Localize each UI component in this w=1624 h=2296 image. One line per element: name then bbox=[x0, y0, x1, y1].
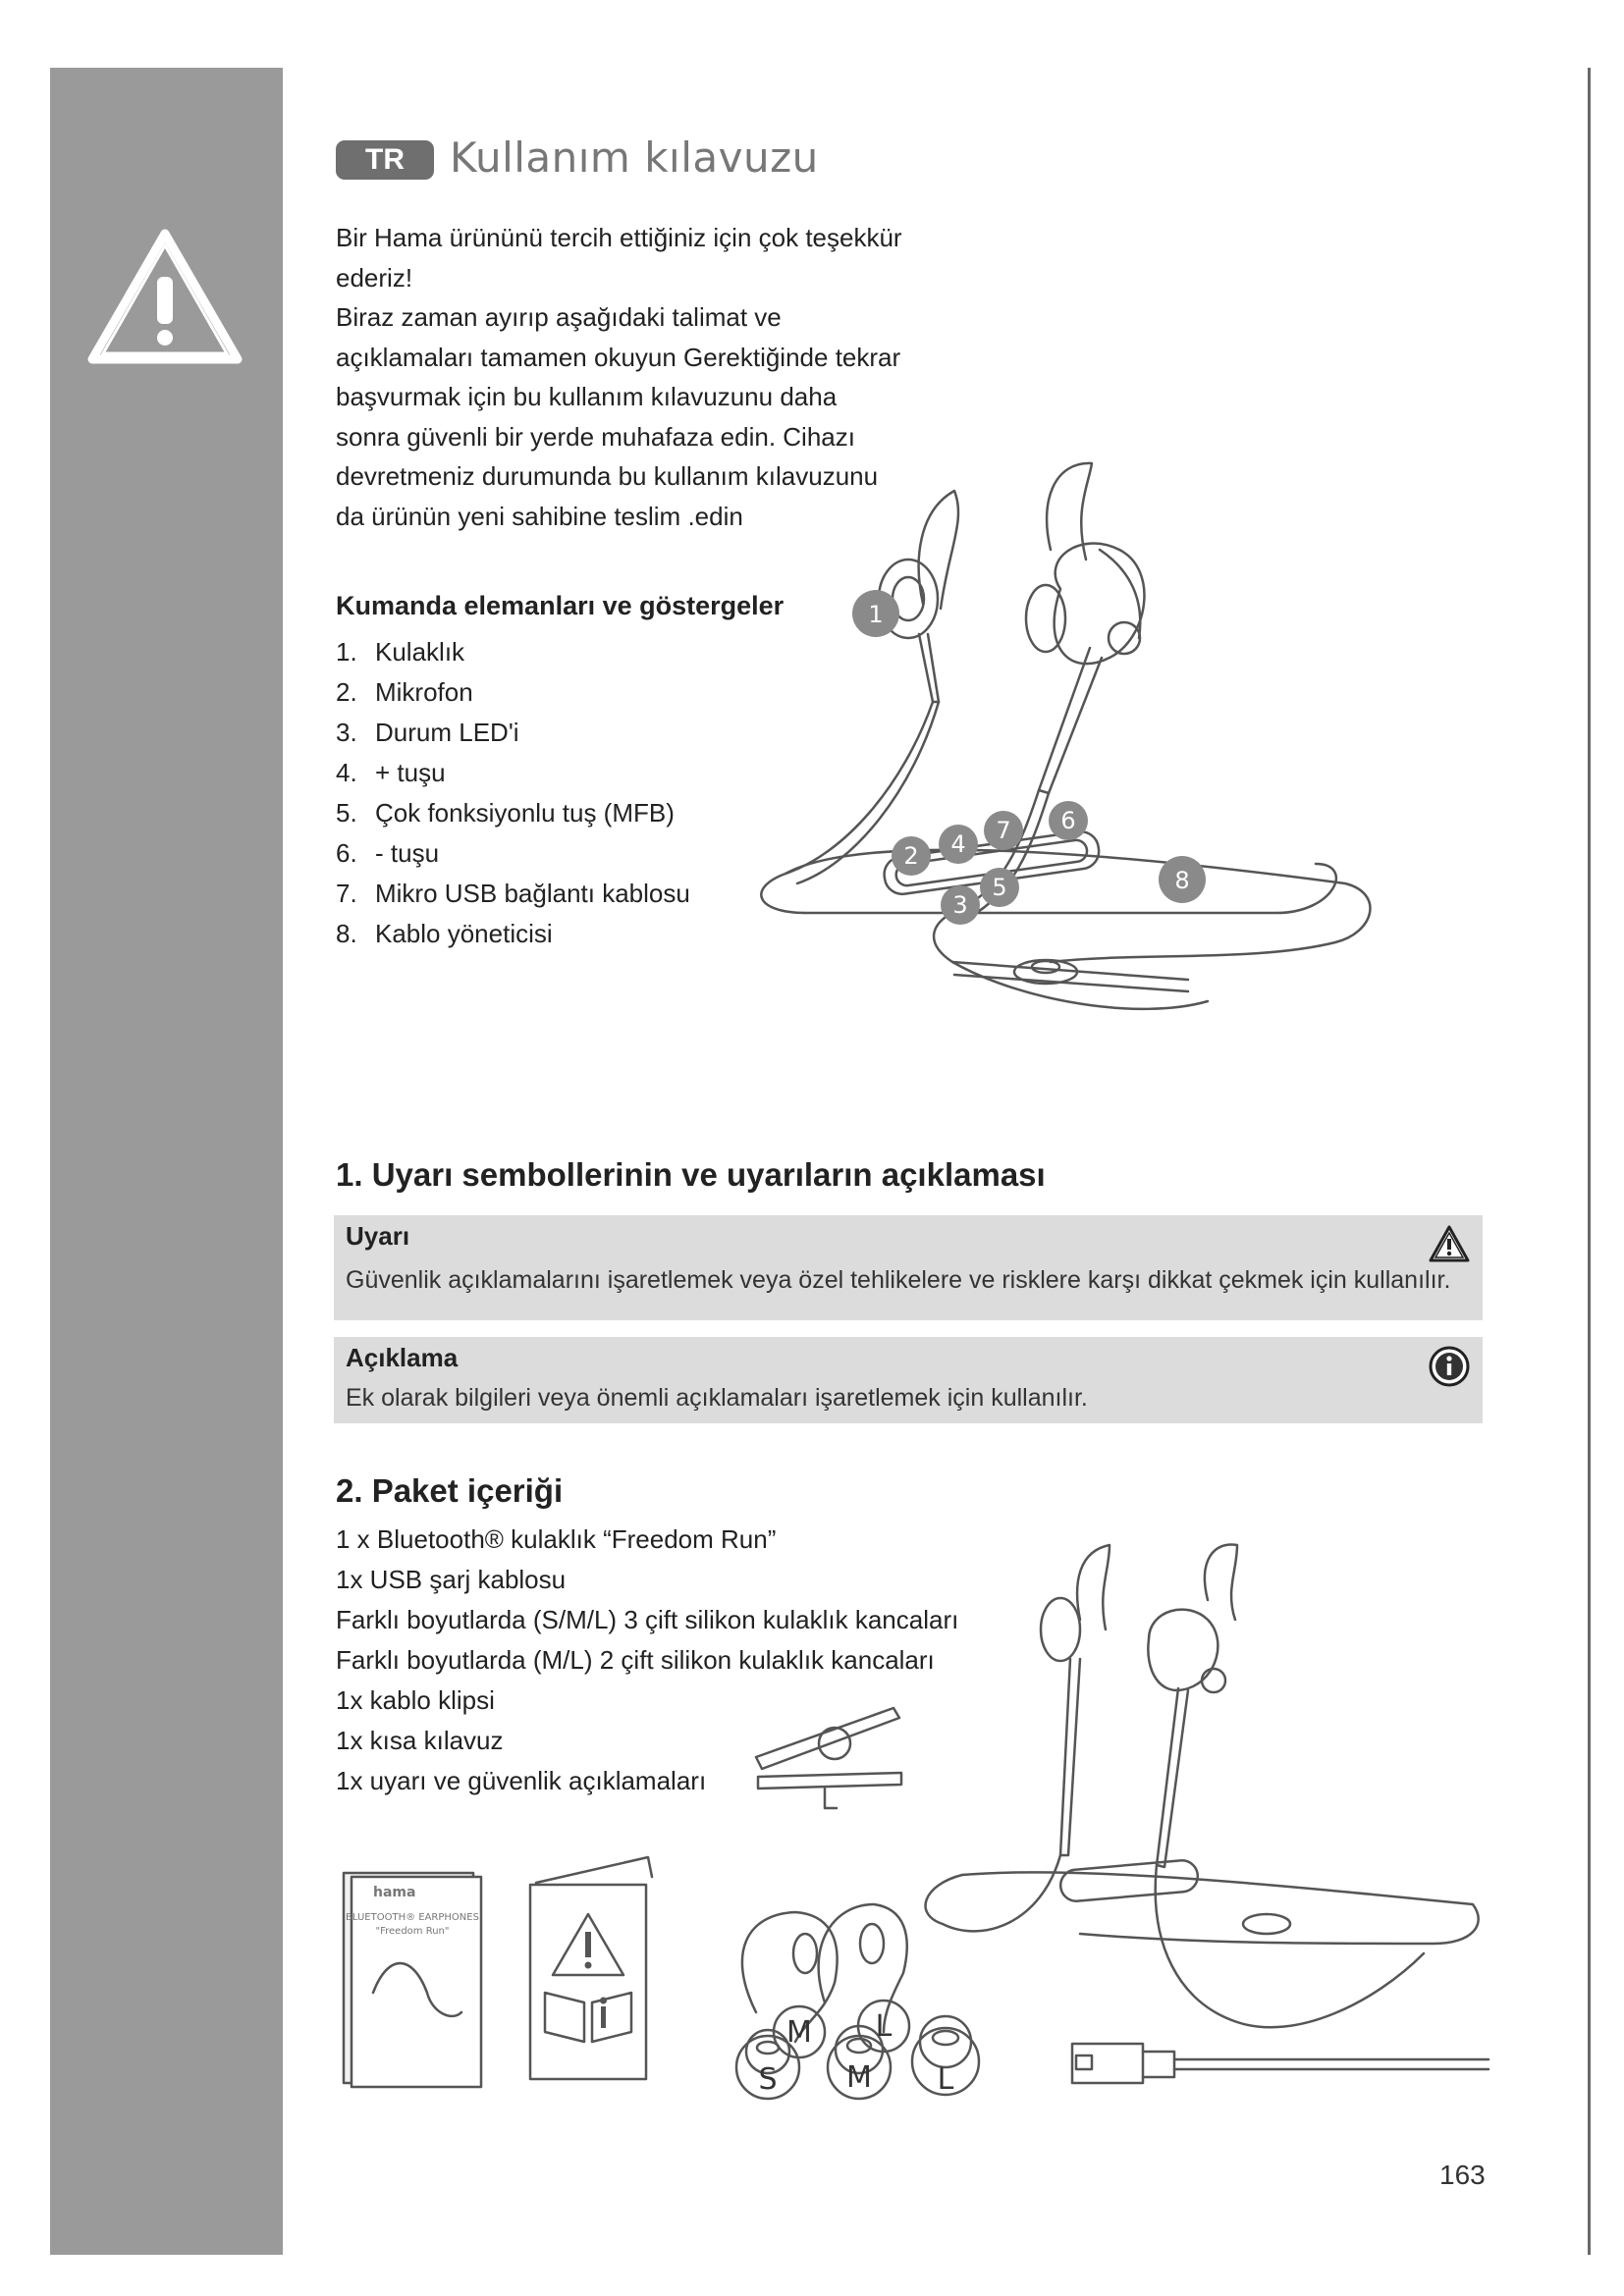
callout-8 bbox=[1159, 856, 1206, 903]
section-1-heading: 1. Uyarı sembollerinin ve uyarıların açıklaması bbox=[336, 1156, 1046, 1193]
list-item: 2. Mikrofon bbox=[336, 677, 473, 707]
page-title: Kullanım kılavuzu bbox=[450, 133, 819, 182]
list-item: 4. + tuşu bbox=[336, 758, 446, 787]
tip-size-s: S bbox=[758, 2062, 778, 2097]
callouts-layer bbox=[727, 452, 1492, 1041]
section-2-heading: 2. Paket içeriği bbox=[336, 1472, 564, 1509]
list-item: 1x kısa kılavuz bbox=[336, 1726, 504, 1755]
sidebar-band bbox=[50, 68, 283, 2255]
svg-text:5: 5 bbox=[992, 874, 1007, 901]
callout-3 bbox=[941, 885, 980, 925]
intro-line: açıklamaları tamamen okuyun Gerektiğinde tekrar bbox=[336, 342, 901, 372]
svg-text:8: 8 bbox=[1174, 867, 1190, 894]
callout-5 bbox=[980, 868, 1019, 907]
svg-text:6: 6 bbox=[1060, 807, 1076, 834]
list-item: 1x kablo klipsi bbox=[336, 1685, 495, 1715]
note-text: Ek olarak bilgileri veya önemli açıklamaları işaretlemek için kullanılır. bbox=[346, 1384, 1088, 1412]
intro-line: başvurmak için bu kullanım kılavuzunu daha bbox=[336, 382, 838, 411]
intro-line: da ürünün yeni sahibine teslim .edin bbox=[336, 501, 743, 531]
list-item: 8. Kablo yöneticisi bbox=[336, 919, 553, 948]
info-icon bbox=[1428, 1345, 1471, 1388]
booklet-subtitle: "Freedom Run" bbox=[375, 1926, 450, 1937]
page-number: 163 bbox=[1439, 2160, 1486, 2190]
intro-line: devretmeniz durumunda bu kullanım kılavuzunu bbox=[336, 461, 879, 491]
intro-line: Bir Hama ürününü tercih ettiğiniz için çok teşekkür bbox=[336, 223, 902, 252]
controls-list bbox=[336, 632, 690, 954]
list-item: 1x uyarı ve güvenlik açıklamaları bbox=[336, 1766, 707, 1795]
svg-text:7: 7 bbox=[996, 817, 1011, 844]
intro-line: sonra güvenli bir yerde muhafaza edin. Cihazı bbox=[336, 421, 855, 452]
tip-size-m: M bbox=[846, 2060, 872, 2095]
booklet-brand: hama bbox=[373, 1885, 416, 1900]
hook-size-m: M bbox=[786, 2015, 812, 2050]
callout-7 bbox=[984, 811, 1023, 850]
list-item: Farklı boyutlarda (S/M/L) 3 çift silikon kulaklık kancaları bbox=[336, 1605, 959, 1634]
list-item: Farklı boyutlarda (M/L) 2 çift silikon kulaklık kancaları bbox=[336, 1645, 935, 1675]
tip-size-l: L bbox=[937, 2062, 954, 2097]
warning-title: Uyarı bbox=[346, 1221, 410, 1251]
intro-line: Biraz zaman ayırıp aşağıdaki talimat ve bbox=[336, 302, 782, 332]
list-item: 6. - tuşu bbox=[336, 838, 440, 868]
list-item: 3. Durum LED'i bbox=[336, 718, 519, 747]
warning-icon bbox=[1428, 1223, 1471, 1266]
intro-line: ederiz! bbox=[336, 262, 413, 293]
warning-text: Güvenlik açıklamalarını işaretlemek veya özel tehlikelere ve risklere karşı dikkat çekmek için kullanılır. bbox=[346, 1266, 1451, 1294]
booklet-title: BLUETOOTH® EARPHONES bbox=[346, 1912, 479, 1923]
list-item: 1. Kulaklık bbox=[336, 637, 465, 667]
svg-text:1: 1 bbox=[868, 601, 884, 628]
right-margin-rule bbox=[1588, 68, 1591, 2255]
note-box bbox=[334, 1337, 1483, 1423]
svg-text:3: 3 bbox=[952, 891, 968, 919]
hook-size-l: L bbox=[875, 2009, 893, 2044]
list-item: 1 x Bluetooth® kulaklık “Freedom Run” bbox=[336, 1524, 777, 1554]
package-contents-illustration bbox=[334, 1531, 1492, 2120]
svg-text:4: 4 bbox=[950, 830, 966, 858]
callout-4 bbox=[939, 825, 978, 864]
callout-6 bbox=[1049, 801, 1088, 840]
controls-heading: Kumanda elemanları ve göstergeler bbox=[336, 591, 785, 620]
warning-triangle-icon bbox=[86, 226, 244, 368]
list-item: 5. Çok fonksiyonlu tuş (MFB) bbox=[336, 798, 675, 828]
callout-2 bbox=[892, 836, 931, 876]
warning-box bbox=[334, 1215, 1483, 1320]
language-badge: TR bbox=[336, 140, 434, 180]
svg-text:2: 2 bbox=[903, 842, 919, 870]
list-item: 7. Mikro USB bağlantı kablosu bbox=[336, 879, 690, 908]
note-title: Açıklama bbox=[346, 1343, 459, 1372]
callout-1 bbox=[852, 590, 899, 637]
list-item: 1x USB şarj kablosu bbox=[336, 1565, 567, 1594]
